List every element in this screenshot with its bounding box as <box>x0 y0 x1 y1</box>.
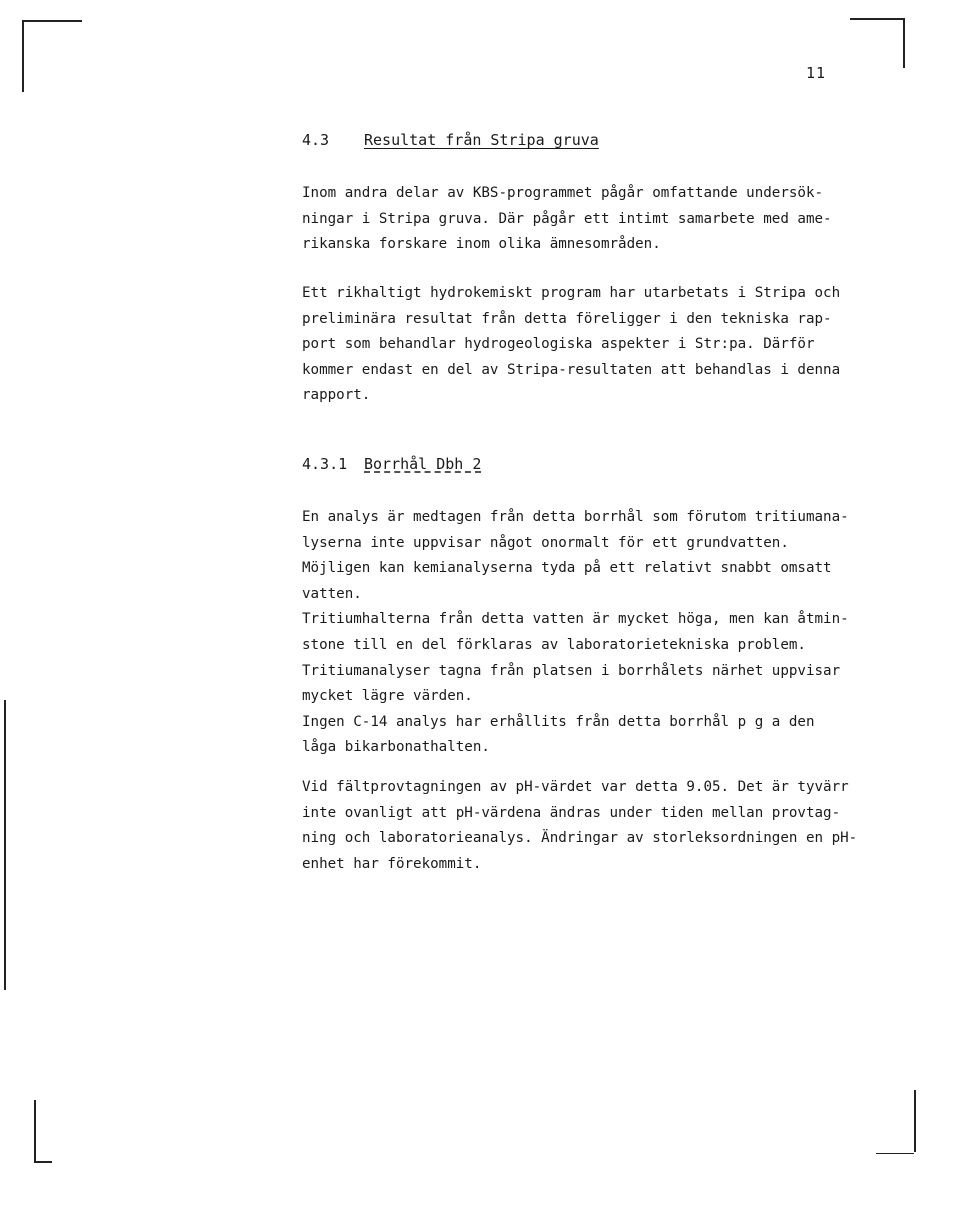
text-line: rapport. <box>302 387 371 404</box>
scan-corner-top-right-horizontal <box>850 18 905 20</box>
scan-corner-bottom-left-horizontal <box>34 1161 52 1163</box>
text-line: ning och laboratorieanalys. Ändringar av storleksordningen en pH- <box>302 830 858 847</box>
text-line: Inom andra delar av KBS-programmet pågår omfattande undersök- <box>302 185 824 201</box>
text-line: Tritiumanalyser tagna från platsen i borrhålets närhet uppvisar <box>302 662 841 679</box>
scan-corner-bottom-right-vertical <box>914 1090 916 1152</box>
subsection-number: 4.3.1 <box>302 455 348 473</box>
analysis-paragraph <box>302 505 849 761</box>
section-title: Resultat från Stripa gruva <box>364 131 599 149</box>
text-line: Vid fältprovtagningen av pH-värdet var detta 9.05. Det är tyvärr <box>302 779 849 795</box>
text-line: kommer endast en del av Stripa-resultaten att behandlas i denna <box>302 361 841 378</box>
text-line: låga bikarbonathalten. <box>302 739 490 756</box>
text-line: port som behandlar hydrogeologiska aspekter i Str:pa. Därför <box>302 336 815 353</box>
program-paragraph <box>302 281 841 409</box>
text-line: stone till en del förklaras av laboratorietekniska problem. <box>302 636 806 653</box>
text-line: Möjligen kan kemianalyserna tyda på ett relativt snabbt omsatt <box>302 560 832 577</box>
text-line: Tritiumhalterna från detta vatten är mycket höga, men kan åtmin- <box>302 611 849 628</box>
text-line: En analys är medtagen från detta borrhål som förutom tritiumana- <box>302 509 849 525</box>
text-line: enhet har förekommit. <box>302 855 482 872</box>
ph-paragraph <box>302 775 858 877</box>
text-line: Ingen C-14 analys har erhållits från detta borrhål p g a den <box>302 713 815 730</box>
scan-corner-bottom-right-horizontal <box>876 1153 914 1154</box>
text-line: mycket lägre värden. <box>302 688 473 705</box>
text-line: lyserna inte uppvisar något onormalt för ett grundvatten. <box>302 534 789 551</box>
text-line: preliminära resultat från detta föreligger i den tekniska rap- <box>302 310 832 327</box>
subsection-heading <box>302 455 481 473</box>
page-number: 11 <box>806 64 827 82</box>
section-number: 4.3 <box>302 131 330 149</box>
scan-corner-top-left-horizontal <box>22 20 82 22</box>
text-line: rikanska forskare inom olika ämnesområden. <box>302 236 661 253</box>
intro-paragraph <box>302 181 832 258</box>
section-heading <box>302 131 599 149</box>
text-line: vatten. <box>302 585 362 602</box>
scan-corner-top-right-vertical <box>903 18 905 68</box>
text-line: Ett rikhaltigt hydrokemiskt program har utarbetats i Stripa och <box>302 285 841 301</box>
subsection-title: Borrhål Dbh 2 <box>364 455 482 473</box>
scan-left-edge-line <box>4 700 6 990</box>
text-line: inte ovanligt att pH-värdena ändras under tiden mellan provtag- <box>302 804 841 821</box>
scan-corner-bottom-left-vertical <box>34 1100 36 1162</box>
scan-corner-top-left-vertical <box>22 20 24 92</box>
text-line: ningar i Stripa gruva. Där pågår ett intimt samarbete med ame- <box>302 210 832 227</box>
